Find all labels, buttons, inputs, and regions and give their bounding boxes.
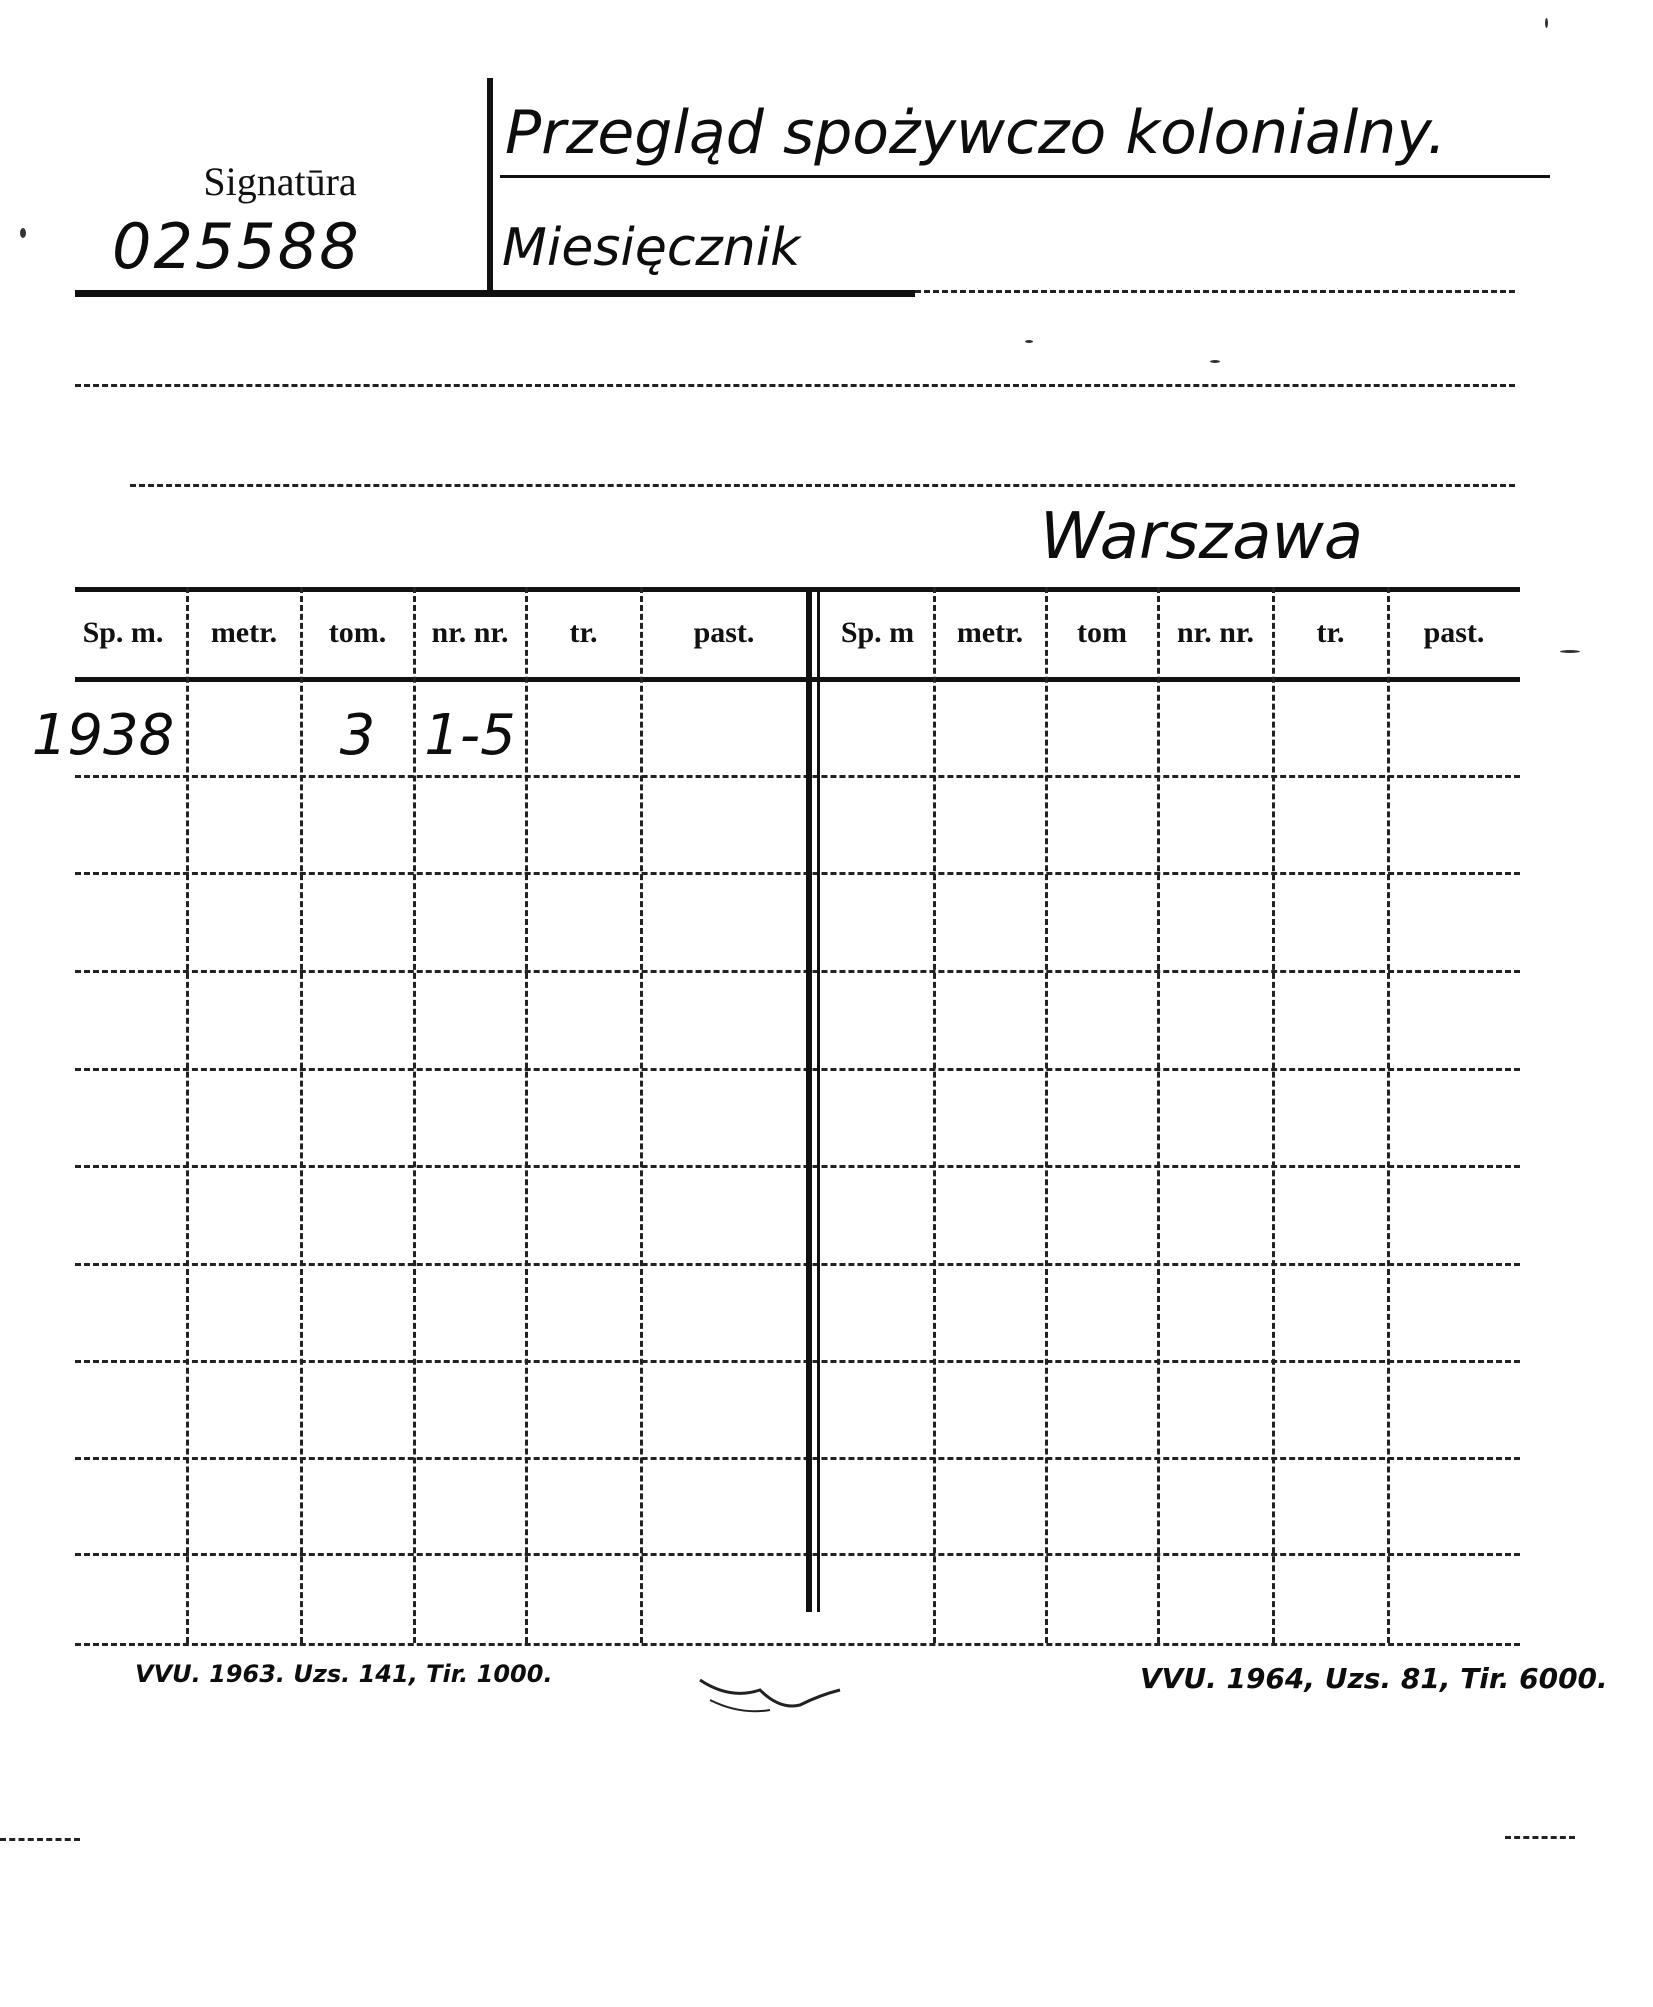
header-nr-nr-left: nr. nr. [431, 616, 509, 649]
row-line [75, 1457, 1520, 1460]
speck [1545, 18, 1548, 28]
table-cell-tom: 3 [339, 702, 376, 768]
table-header-border [75, 677, 1520, 682]
header-past-right: past. [1423, 616, 1485, 649]
decorative-flourish [690, 1660, 860, 1740]
column-line [1157, 587, 1160, 1643]
signature-label: Signatūra [203, 159, 357, 204]
table-cell-nr-nr: 1-5 [424, 702, 516, 768]
row-line [75, 1553, 1520, 1556]
column-line [525, 587, 528, 1643]
row-line [75, 1068, 1520, 1071]
row-line [75, 1360, 1520, 1363]
speck [1560, 650, 1580, 653]
header-sp-m-left: Sp. m. [82, 616, 164, 649]
speck [20, 228, 26, 238]
table-cell-year: 1938 [31, 702, 175, 768]
column-line [1045, 587, 1048, 1643]
column-line [640, 587, 643, 1643]
speck [1210, 360, 1220, 363]
speck [1025, 340, 1033, 343]
header-tom-right: tom [1077, 616, 1127, 649]
title-line-2: Miesięcznik [502, 218, 801, 278]
table-center-divider [806, 587, 812, 1612]
header-sp-m-right: Sp. m [840, 616, 915, 649]
table-bottom-border [75, 1643, 1520, 1646]
row-line [75, 872, 1520, 875]
header-tr-right: tr. [1316, 616, 1345, 649]
title-line-1: Przegląd spożywczo kolonialny. [505, 98, 1447, 168]
bottom-edge-mark-left [0, 1838, 80, 1841]
table-center-divider-inner [817, 587, 820, 1612]
row-line [75, 970, 1520, 973]
header-metr-left: metr. [210, 616, 278, 649]
table-cell-metr [188, 690, 300, 780]
header-metr-right: metr. [956, 616, 1024, 649]
header-tom-left: tom. [328, 616, 387, 649]
header-tr-left: tr. [569, 616, 598, 649]
signature-number: 025588 [112, 210, 361, 283]
place-name: Warszawa [1040, 500, 1364, 574]
bottom-edge-mark-right [1505, 1836, 1575, 1839]
footer-print-left: VVU. 1963. Uzs. 141, Tir. 1000. [135, 1660, 553, 1688]
column-line [1387, 587, 1390, 1643]
header-past-left: past. [693, 616, 755, 649]
header-nr-nr-right: nr. nr. [1177, 616, 1254, 649]
footer-print-right: VVU. 1964, Uzs. 81, Tir. 6000. [1140, 1662, 1608, 1695]
row-line [75, 1263, 1520, 1266]
column-line [933, 587, 936, 1643]
column-line [1272, 587, 1275, 1643]
table-top-border [75, 587, 1520, 592]
row-line [75, 1165, 1520, 1168]
